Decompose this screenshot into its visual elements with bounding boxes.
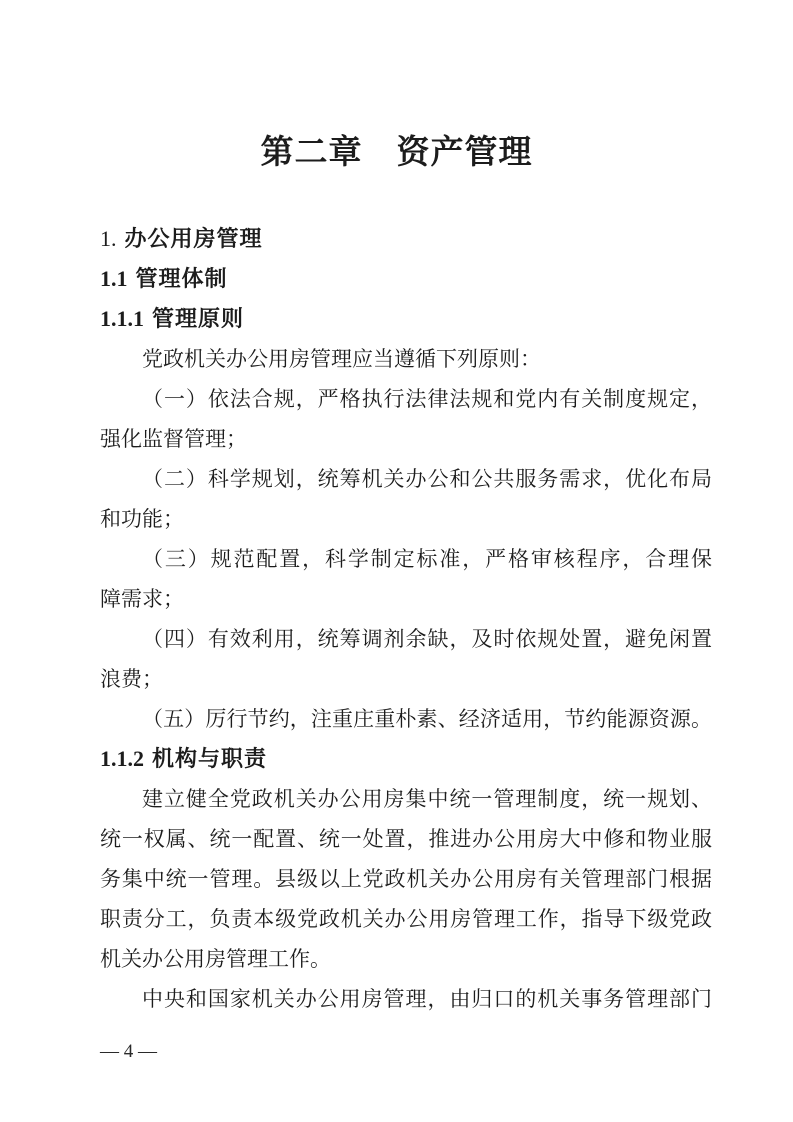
body-line: 中央和国家机关办公用房管理，由归口的机关事务管理部门 <box>142 987 712 1011</box>
body-line: 统一权属、统一配置、统一处置，推进办公用房大中修和物业服 <box>100 827 712 851</box>
heading-number: 1.1.1 <box>100 306 144 331</box>
body-line: 建立健全党政机关办公用房集中统一管理制度，统一规划、 <box>142 787 712 811</box>
body-line: 党政机关办公用房管理应当遵循下列原则： <box>142 347 541 371</box>
document-body <box>0 219 793 1019</box>
heading-number: 1.1 <box>100 266 128 291</box>
heading-text: 管理体制 <box>135 266 228 291</box>
chapter-title: 第二章 资产管理 <box>260 135 533 171</box>
body-line: 强化监督管理； <box>100 427 247 451</box>
body-line: 机关办公用房管理工作。 <box>100 947 331 971</box>
heading-number: 1. <box>100 226 117 251</box>
body-line: （三）规范配置，科学制定标准，严格审核程序，合理保 <box>142 547 712 571</box>
body-line: 职责分工，负责本级党政机关办公用房管理工作，指导下级党政 <box>100 907 712 931</box>
page-number: — 4 — <box>100 1041 157 1062</box>
body-line: （二）科学规划，统筹机关办公和公共服务需求，优化布局 <box>142 467 712 491</box>
body-line: 和功能； <box>100 507 184 531</box>
body-line: （五）厉行节约，注重庄重朴素、经济适用，节约能源资源。 <box>142 707 712 731</box>
section-heading <box>100 299 712 339</box>
body-line: （四）有效利用，统筹调剂余缺，及时依规处置，避免闲置 <box>142 627 712 651</box>
heading-text: 管理原则 <box>152 306 245 331</box>
body-line: 浪费； <box>100 667 163 691</box>
body-line: 障需求； <box>100 587 184 611</box>
heading-text: 办公用房管理 <box>124 226 263 251</box>
body-line: （一）依法合规，严格执行法律法规和党内有关制度规定， <box>142 387 712 411</box>
heading-text: 机构与职责 <box>152 746 268 771</box>
heading-number: 1.1.2 <box>100 746 144 771</box>
section-heading <box>100 259 712 299</box>
body-line: 务集中统一管理。县级以上党政机关办公用房有关管理部门根据 <box>100 867 712 891</box>
section-heading <box>100 739 712 779</box>
section-heading <box>100 219 712 259</box>
page-footer <box>0 1041 793 1063</box>
